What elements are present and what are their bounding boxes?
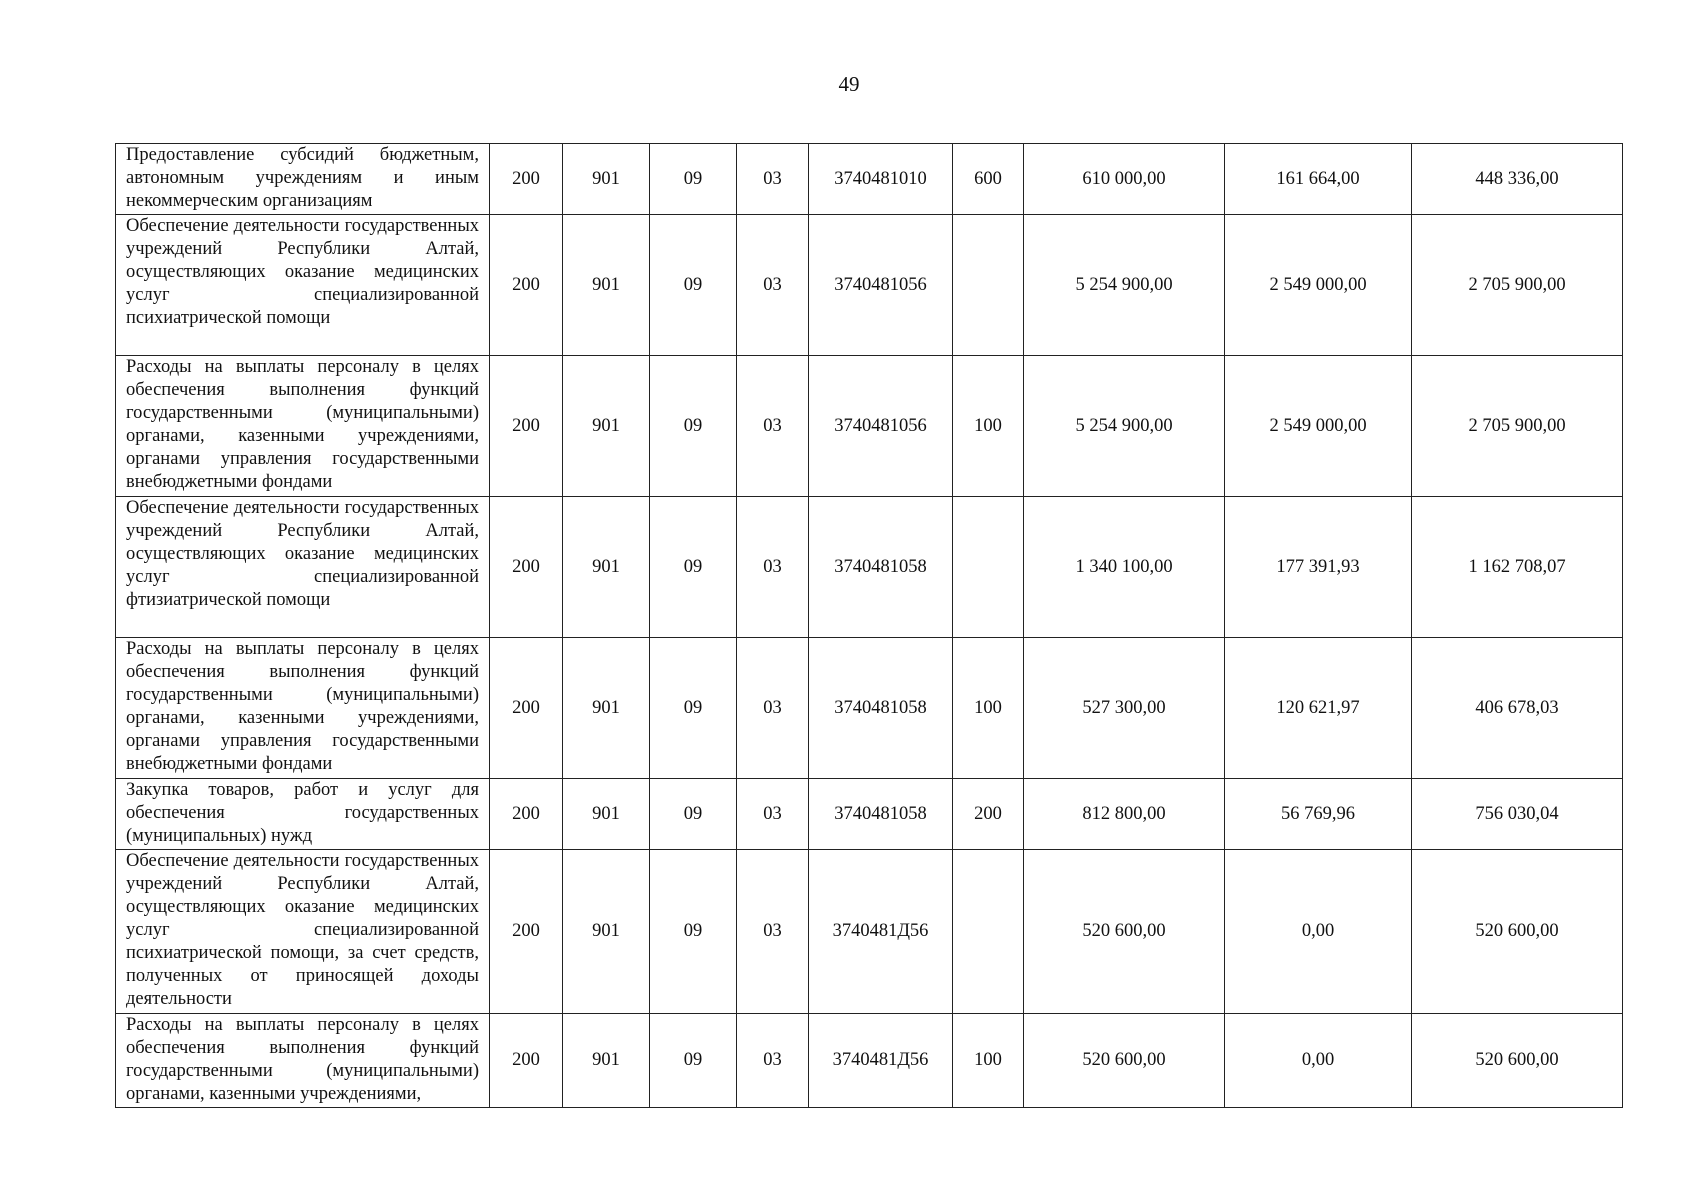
code2-cell: 901 <box>563 215 650 356</box>
section-cell: 09 <box>650 497 737 638</box>
table-row <box>116 779 1623 850</box>
target-code-cell: 3740481Д56 <box>809 850 953 1014</box>
executed-amount-cell: 56 769,96 <box>1225 779 1412 850</box>
section-cell: 09 <box>650 850 737 1014</box>
target-code-cell: 3740481058 <box>809 638 953 779</box>
executed-amount-cell: 2 549 000,00 <box>1225 215 1412 356</box>
subsection-cell: 03 <box>737 356 809 497</box>
table-row <box>116 144 1623 215</box>
section-cell: 09 <box>650 356 737 497</box>
code2-cell: 901 <box>563 497 650 638</box>
code1-cell: 200 <box>490 215 563 356</box>
executed-amount-cell: 120 621,97 <box>1225 638 1412 779</box>
expense-name-cell: Расходы на выплаты персоналу в целях обеспечения выполнения функций государственными (муниципальными) органами, казенными учреждениями, органами управления государственными внебюджетными фондами <box>116 638 490 779</box>
remaining-amount-cell: 2 705 900,00 <box>1412 356 1623 497</box>
plan-amount-cell: 527 300,00 <box>1024 638 1225 779</box>
subsection-cell: 03 <box>737 144 809 215</box>
section-cell: 09 <box>650 1014 737 1108</box>
table-row <box>116 356 1623 497</box>
section-cell: 09 <box>650 215 737 356</box>
plan-amount-cell: 1 340 100,00 <box>1024 497 1225 638</box>
expense-type-cell <box>953 497 1024 638</box>
expense-type-cell: 100 <box>953 1014 1024 1108</box>
expense-type-cell: 100 <box>953 356 1024 497</box>
remaining-amount-cell: 520 600,00 <box>1412 850 1623 1014</box>
remaining-amount-cell: 756 030,04 <box>1412 779 1623 850</box>
subsection-cell: 03 <box>737 779 809 850</box>
target-code-cell: 3740481056 <box>809 356 953 497</box>
section-cell: 09 <box>650 779 737 850</box>
code2-cell: 901 <box>563 356 650 497</box>
table-row <box>116 497 1623 638</box>
expense-type-cell: 600 <box>953 144 1024 215</box>
code2-cell: 901 <box>563 779 650 850</box>
table-row <box>116 638 1623 779</box>
expense-name-cell: Закупка товаров, работ и услуг для обеспечения государственных (муниципальных) нужд <box>116 779 490 850</box>
subsection-cell: 03 <box>737 215 809 356</box>
target-code-cell: 3740481056 <box>809 215 953 356</box>
expense-type-cell: 100 <box>953 638 1024 779</box>
table-row <box>116 1014 1623 1108</box>
remaining-amount-cell: 406 678,03 <box>1412 638 1623 779</box>
executed-amount-cell: 2 549 000,00 <box>1225 356 1412 497</box>
section-cell: 09 <box>650 638 737 779</box>
plan-amount-cell: 610 000,00 <box>1024 144 1225 215</box>
expense-name-cell: Предоставление субсидий бюджетным, автономным учреждениям и иным некоммерческим организациям <box>116 144 490 215</box>
table-body <box>116 144 1623 1108</box>
remaining-amount-cell: 448 336,00 <box>1412 144 1623 215</box>
expense-name-cell: Расходы на выплаты персоналу в целях обеспечения выполнения функций государственными (муниципальными) органами, казенными учреждениями, органами управления государственными внебюджетными фондами <box>116 356 490 497</box>
code1-cell: 200 <box>490 497 563 638</box>
plan-amount-cell: 5 254 900,00 <box>1024 215 1225 356</box>
code1-cell: 200 <box>490 356 563 497</box>
code2-cell: 901 <box>563 638 650 779</box>
subsection-cell: 03 <box>737 497 809 638</box>
page-number: 49 <box>838 72 860 96</box>
code1-cell: 200 <box>490 638 563 779</box>
budget-table <box>115 143 1623 1108</box>
subsection-cell: 03 <box>737 638 809 779</box>
executed-amount-cell: 177 391,93 <box>1225 497 1412 638</box>
plan-amount-cell: 520 600,00 <box>1024 850 1225 1014</box>
plan-amount-cell: 520 600,00 <box>1024 1014 1225 1108</box>
table-row <box>116 215 1623 356</box>
executed-amount-cell: 161 664,00 <box>1225 144 1412 215</box>
remaining-amount-cell: 1 162 708,07 <box>1412 497 1623 638</box>
code1-cell: 200 <box>490 850 563 1014</box>
executed-amount-cell: 0,00 <box>1225 1014 1412 1108</box>
expense-type-cell <box>953 850 1024 1014</box>
table-row <box>116 850 1623 1014</box>
code1-cell: 200 <box>490 779 563 850</box>
remaining-amount-cell: 2 705 900,00 <box>1412 215 1623 356</box>
expense-type-cell <box>953 215 1024 356</box>
code2-cell: 901 <box>563 850 650 1014</box>
target-code-cell: 3740481Д56 <box>809 1014 953 1108</box>
expense-name-cell: Расходы на выплаты персоналу в целях обеспечения выполнения функций государственными (муниципальными) органами, казенными учреждениями, <box>116 1014 490 1108</box>
expense-name-cell: Обеспечение деятельности государственных учреждений Республики Алтай, осуществляющих оказание медицинских услуг специализированной психиатрической помощи <box>116 215 490 356</box>
expense-type-cell: 200 <box>953 779 1024 850</box>
target-code-cell: 3740481010 <box>809 144 953 215</box>
code1-cell: 200 <box>490 144 563 215</box>
code2-cell: 901 <box>563 1014 650 1108</box>
executed-amount-cell: 0,00 <box>1225 850 1412 1014</box>
code1-cell: 200 <box>490 1014 563 1108</box>
target-code-cell: 3740481058 <box>809 779 953 850</box>
plan-amount-cell: 812 800,00 <box>1024 779 1225 850</box>
subsection-cell: 03 <box>737 1014 809 1108</box>
plan-amount-cell: 5 254 900,00 <box>1024 356 1225 497</box>
remaining-amount-cell: 520 600,00 <box>1412 1014 1623 1108</box>
expense-name-cell: Обеспечение деятельности государственных учреждений Республики Алтай, осуществляющих оказание медицинских услуг специализированной фтизиатрической помощи <box>116 497 490 638</box>
expense-name-cell: Обеспечение деятельности государственных учреждений Республики Алтай, осуществляющих оказание медицинских услуг специализированной психиатрической помощи, за счет средств, полученных от приносящей доходы деятельности <box>116 850 490 1014</box>
subsection-cell: 03 <box>737 850 809 1014</box>
section-cell: 09 <box>650 144 737 215</box>
target-code-cell: 3740481058 <box>809 497 953 638</box>
code2-cell: 901 <box>563 144 650 215</box>
